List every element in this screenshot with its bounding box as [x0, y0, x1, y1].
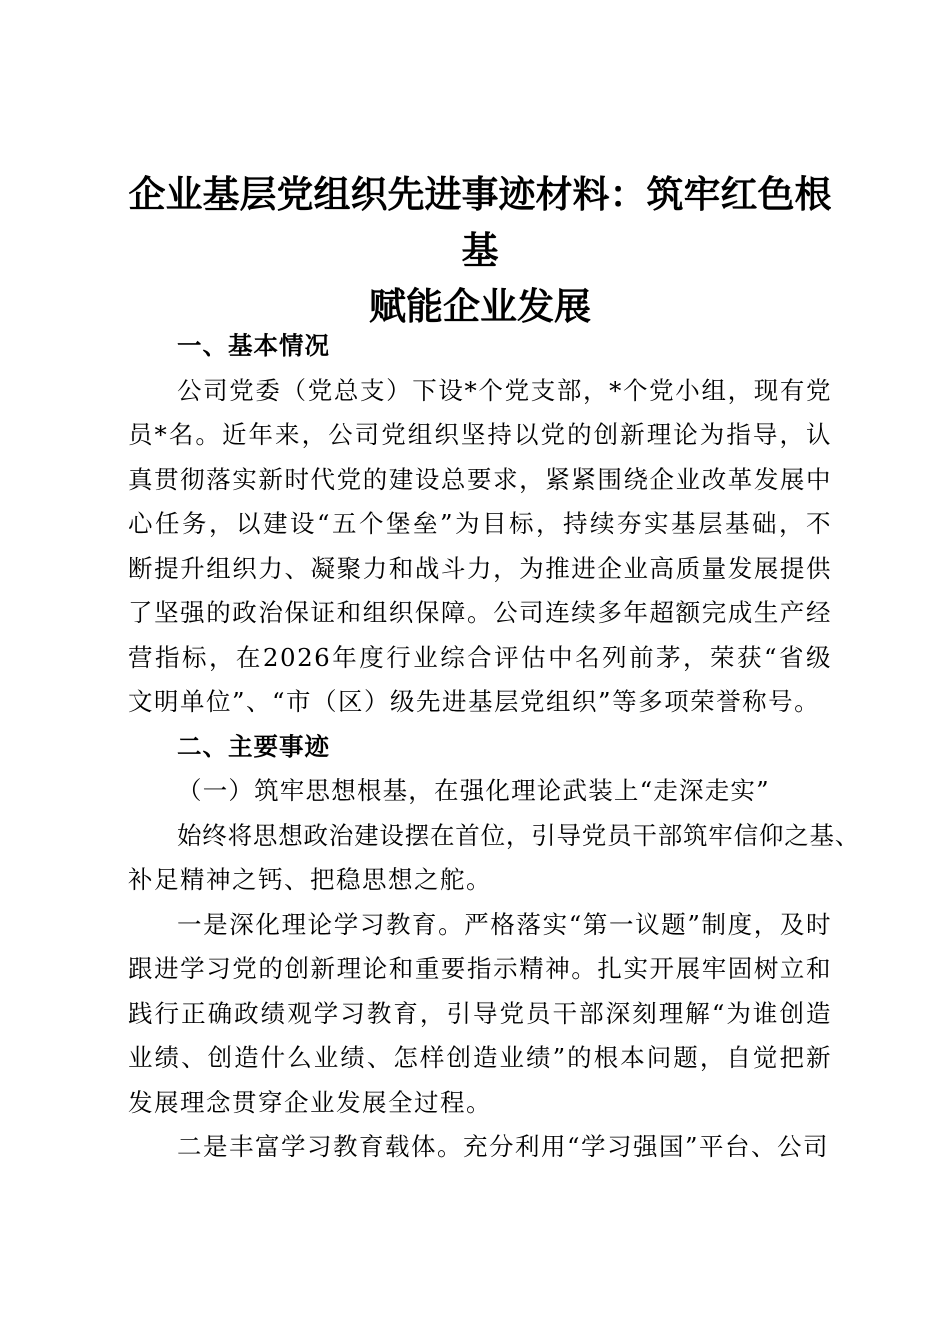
title-line-1: 企业基层党组织先进事迹材料：筑牢红色根基 [128, 172, 832, 272]
paragraph-ideology-intro-line-1: 始终将思想政治建设摆在首位，引导党员干部筑牢信仰之基、 [177, 820, 861, 850]
section-heading-basic-info: 一、基本情况 [177, 331, 330, 360]
paragraph-study-carriers: 二是丰富学习教育载体。充分利用“学习强国”平台、公司 [177, 1132, 830, 1161]
document-title [120, 166, 840, 334]
paragraph-basic-info: 公司党委（党总支）下设*个党支部，*个党小组，现有党员*名。近年来，公司党组织坚持以党的创新理论为指导，认真贯彻落实新时代党的建设总要求，紧紧围绕企业改革发展中心任务，以建设“五个堡垒”为目标，持续夯实基层基础，不断提升组织力、凝聚力和战斗力，为推进企业高质量发展提供了坚强的政治保证和组织保障。公司连续多年超额完成生产经营指标，在2026年度行业综合评估中名列前茅，荣获“省级文明单位”、“市（区）级先进基层党组织”等多项荣誉称号。 [128, 375, 832, 716]
document-body [128, 324, 861, 1170]
subsection-heading-ideology: （一）筑牢思想根基，在强化理论武装上“走深走实” [177, 776, 770, 805]
paragraph-theory-study: 一是深化理论学习教育。严格落实“第一议题”制度，及时跟进学习党的创新理论和重要指示精神。扎实开展牢固树立和践行正确政绩观学习教育，引导党员干部深刻理解“为谁创造业绩、创造什么业绩、怎样创造业绩”的根本问题，自觉把新发展理念贯穿企业发展全过程。 [128, 909, 832, 1117]
title-line-2: 赋能企业发展 [369, 284, 591, 328]
paragraph-ideology-intro-line-2: 补足精神之钙、把稳思想之舵。 [128, 865, 492, 894]
section-heading-main-deeds: 二、主要事迹 [177, 731, 330, 761]
